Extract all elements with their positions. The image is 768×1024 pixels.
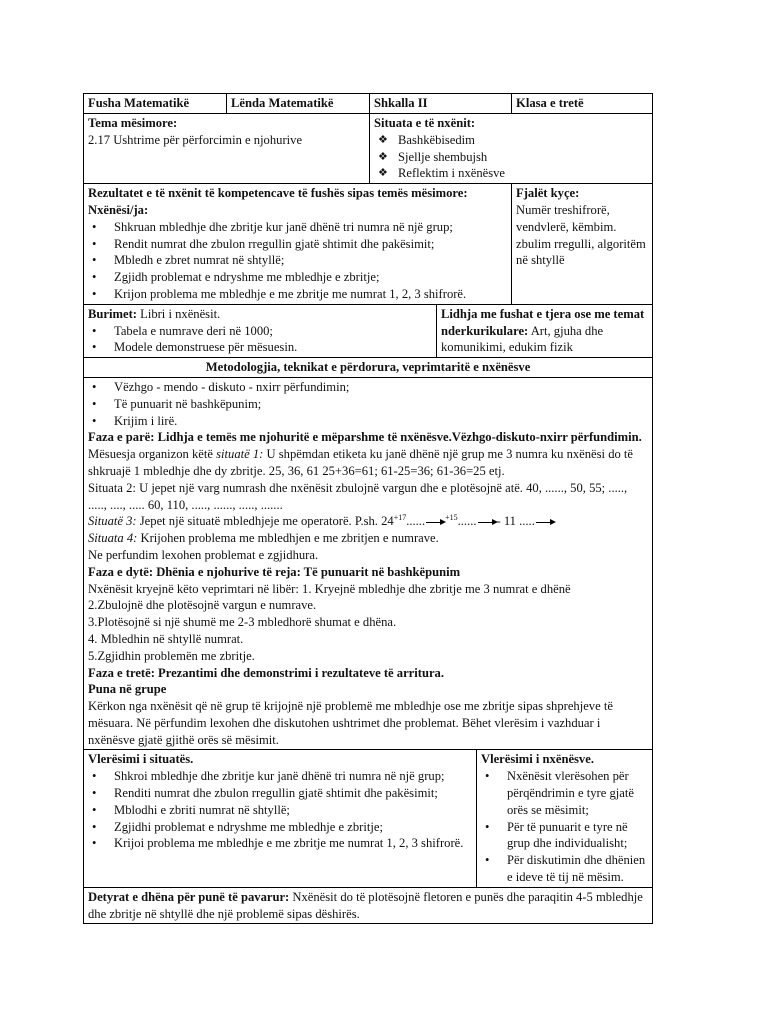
faza3-text: Kërkon nga nxënësit që në grup të krijojnë një problemë me mbledhje ose me zbritje sipas shprehjeve të mësuara. Në përfundim lexohen dhe diskutohen ushtrimet dhe problemat. Bëhet vlerësim i vazhduar i nxënësve gjatë gjithë orës së mësimit.: [88, 699, 613, 747]
detyrat-row: [84, 887, 653, 924]
arrow-icon: [536, 522, 554, 523]
tema-label: Tema mësimore:: [88, 116, 178, 130]
list-item: • Zgjidh problemat e ndryshme me mbledhje e zbritje;: [88, 269, 507, 286]
vleresimi-nxenesve-cell: [477, 750, 653, 887]
faza-cell: [84, 377, 653, 750]
faza3-subheading: Puna në grupe: [88, 682, 167, 697]
vleresimi-situates-list: [88, 768, 472, 852]
list-item: • Tabela e numrave deri në 1000;: [88, 323, 432, 340]
faza1-situata1: [88, 446, 648, 480]
vleresimi-nxenesve-label: Vlerësimi i nxënësve.: [481, 752, 594, 767]
text-span: Mësuesja organizon këtë: [88, 447, 213, 462]
situata3-label: Situatë 3:: [88, 514, 137, 529]
faza1-situata3: [88, 513, 648, 530]
faza2-line: 3.Plotësojnë si një shumë me 2-3 mbledhorë shumat e dhëna.: [88, 615, 397, 630]
metodologjia-heading: Metodologjia, teknikat e përdorura, veprimtaritë e nxënësve: [84, 358, 653, 378]
tema-row: [84, 114, 653, 184]
lenda-cell: Lënda Matematikë: [227, 94, 370, 114]
detyrat-text: Nxënësit do të plotësojnë fletoren e punës dhe paraqitin 4-5 mbledhje dhe zbritje në shtyllë dhe një problemë sipas dëshirës.: [88, 889, 643, 921]
burimet-value: Libri i nxënësit.: [140, 306, 221, 321]
list-item: • Modele demonstruese për mësuesin.: [88, 339, 432, 356]
burimet-label: Burimet:: [88, 306, 137, 321]
situata1-label: situatë 1:: [216, 447, 264, 462]
faza2-line: 2.Zbulojnë dhe plotësojnë vargun e numrave.: [88, 598, 317, 613]
faza1-heading: Faza e parë: Lidhja e temës me njohuritë e mëparshme të nxënësve.Vëzhgo-diskuto-nxirr përfundimin.: [88, 430, 642, 445]
fjalet-label: Fjalët kyçe:: [516, 186, 580, 201]
lidhja-label: Lidhja me fushat e tjera ose me temat nderkurikulare:: [441, 306, 645, 338]
list-item: • Vëzhgo - mendo - diskuto - nxirr përfundimin;: [88, 379, 648, 396]
list-item: • Krijon problema me mbledhje e me zbritje me numrat 1, 2, 3 shifrorë.: [88, 286, 507, 303]
detyrat-label: Detyrat e dhëna për punë të pavarur:: [88, 889, 290, 904]
situata-label: Situata e të nxënit:: [374, 116, 476, 130]
list-item: • Renditi numrat dhe zbulon rregullin gjatë shtimit dhe pakësimit;: [88, 785, 472, 802]
burimet-row: [84, 304, 653, 357]
situata1-text: U shpëmdan etiketa ku janë dhënë një grup me 3 numra ku nxënësi do të shkruajë 1 mbledhje dhe dy zbritje. 25, 36, 61 25+36=61; 61-25=36; 61-36=25 etj.: [88, 447, 634, 478]
list-item: • Për diskutimin dhe dhënien e ideve të tij në mësim.: [481, 852, 648, 886]
list-item: • Shkruan mbledhje dhe zbritje kur janë dhënë tri numra në një grup;: [88, 219, 507, 236]
dots: ......: [457, 514, 477, 529]
burimet-cell: [84, 304, 437, 357]
operator-sup: +15: [445, 513, 458, 523]
faza3-heading: Faza e tretë: Prezantimi dhe demonstrimi i rezultateve të arritura.: [88, 665, 444, 680]
faza1-situata2: Situata 2: U jepet një varg numrash dhe nxënësit zbulojnë vargun dhe e plotësojnë atë. 40, ......, 50, 55; ....., ....., ...., ..... 60, 110, ....., ......, ....., .......: [88, 480, 628, 512]
fjalet-value: Numër treshifrorë, vendvlerë, këmbim. zbulim rregulli, algoritëm në shtyllë: [516, 202, 646, 268]
rezultatet-subheading: Nxënësi/ja:: [88, 202, 149, 217]
list-item: • Të punuarit në bashkëpunim;: [88, 396, 648, 413]
dots: ......: [406, 514, 426, 529]
arrow-icon: [426, 522, 444, 523]
list-item: • Shkroi mbledhje dhe zbritje kur janë dhënë tri numra në një grup;: [88, 768, 472, 785]
lidhja-cell: [437, 304, 653, 357]
situata3-tail: - 11 .....: [496, 514, 535, 529]
rezultatet-list: [88, 219, 507, 303]
rezultatet-row: [84, 184, 653, 305]
list-item: • Zgjidhi problemat e ndryshme me mbledhje e zbritje;: [88, 819, 472, 836]
faza1-perfundim: Ne perfundim lexohen problemat e zgjidhura.: [88, 547, 319, 562]
situata-list: [374, 132, 648, 182]
situata-cell: [370, 114, 653, 184]
vleresimi-situates-label: Vlerësimi i situatës.: [88, 752, 194, 767]
klasa-cell: Klasa e tretë: [512, 94, 653, 114]
fusha-cell: Fusha Matematikë: [84, 94, 227, 114]
faza2-line: 4. Mbledhin në shtyllë numrat.: [88, 631, 244, 646]
rezultatet-heading: Rezultatet e të nxënit të kompetencave të fushës sipas temës mësimore:: [88, 186, 468, 201]
metodologjia-heading-row: [84, 358, 653, 378]
header-row: [84, 94, 653, 114]
metodologjia-list: [88, 379, 648, 429]
list-item: • Krijoi problema me mbledhje e me zbritje me numrat 1, 2, 3 shifrorë.: [88, 835, 472, 852]
faza2-line: Nxënësit kryejnë këto veprimtari në libër: 1. Kryejnë mbledhje dhe zbritje me 3 numrat e dhënë: [88, 581, 571, 596]
list-item: ❖ Sjellje shembujsh: [374, 149, 648, 166]
vleresimi-row: [84, 750, 653, 887]
lesson-plan-document: [83, 93, 652, 924]
list-item: • Nxënësit vlerësohen për përqëndrimin e tyre gjatë orës se mësimit;: [481, 768, 648, 818]
detyrat-cell: [84, 887, 653, 924]
list-item: ❖ Bashkëbisedim: [374, 132, 648, 149]
shkalla-cell: Shkalla II: [370, 94, 512, 114]
lesson-plan-table: [83, 93, 653, 924]
faza2-heading: Faza e dytë: Dhënia e njohurive të reja: Të punuarit në bashkëpunim: [88, 564, 461, 579]
list-item: • Mblodhi e zbriti numrat në shtyllë;: [88, 802, 472, 819]
burimet-list: [88, 323, 432, 357]
vleresimi-nxenesve-list: [481, 768, 648, 886]
situata4-label: Situata 4:: [88, 531, 138, 546]
rezultatet-cell: [84, 184, 512, 305]
tema-value: 2.17 Ushtrime për përforcimin e njohurive: [88, 132, 303, 147]
situata3-text: Jepet një situatë mbledhjeje me operatorë. P.sh. 24: [139, 514, 394, 529]
operator-sup: +17: [393, 513, 407, 523]
list-item: • Për të punuarit e tyre në grup dhe individualisht;: [481, 819, 648, 853]
tema-cell: [84, 114, 370, 184]
list-item: ❖ Reflektim i nxënësve: [374, 165, 648, 182]
list-item: • Krijim i lirë.: [88, 413, 648, 430]
fjalet-cell: [512, 184, 653, 305]
vleresimi-situates-cell: [84, 750, 477, 887]
lidhja-value: Art, gjuha dhe komunikimi, edukim fizik: [441, 323, 604, 355]
list-item: • Mbledh e zbret numrat në shtyllë;: [88, 252, 507, 269]
faza-row: [84, 377, 653, 750]
faza2-line: 5.Zgjidhin problemën me zbritje.: [88, 648, 255, 663]
list-item: • Rendit numrat dhe zbulon rregullin gjatë shtimit dhe pakësimit;: [88, 236, 507, 253]
faza1-situata4: [88, 530, 648, 547]
situata4-text: Krijohen problema me mbledhjen e me zbritjen e numrave.: [140, 531, 439, 546]
arrow-icon: [478, 522, 496, 523]
